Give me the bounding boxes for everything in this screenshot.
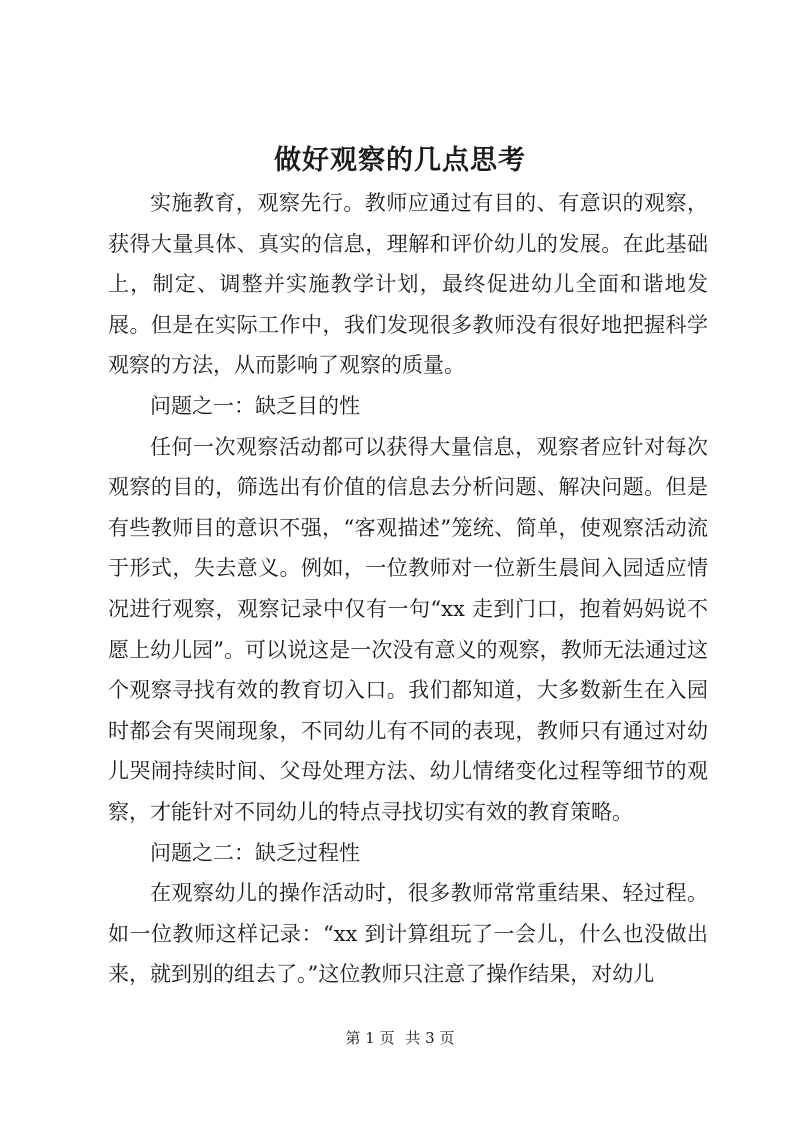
section-heading-2: 问题之二：缺乏过程性 [150, 840, 360, 865]
page-total: 共 3 页 [405, 1029, 455, 1047]
document-title: 做好观察的几点思考 [274, 145, 526, 176]
paragraph-section-1: 任何一次观察活动都可以获得大量信息，观察者应针对每次观察的目的，筛选出有价值的信息去分析问题、解决问题。但是有些教师目的意识不强，“客观描述”笼统、简单，使观察活动流于形式，失去意义。例如，一位教师对一位新生晨间入园适应情况进行观察，观察记录中仅有一句“xx 走到门口，抱着妈妈说不愿上幼儿园”。可以说这是一次没有意义的观察，教师无法通过这个观察寻找有效的教育切入口。我们都知道，大多数新生在入园时都会有哭闹现象，不同幼儿有不同的表现，教师只有通过对幼儿哭闹持续时间、父母处理方法、幼儿情绪变化过程等细节的观察，才能针对不同幼儿的特点寻找切实有效的教育策略。 [108, 434, 708, 824]
document-body [108, 183, 708, 995]
paragraph-intro: 实施教育，观察先行。教师应通过有目的、有意识的观察，获得大量具体、真实的信息，理解和评价幼儿的发展。在此基础上，制定、调整并实施教学计划，最终促进幼儿全面和谐地发展。但是在实际工作中，我们发现很多教师没有很好地把握科学观察的方法，从而影响了观察的质量。 [108, 191, 708, 378]
page-number: 第 1 页 [345, 1029, 395, 1047]
paragraph-section-2: 在观察幼儿的操作活动时，很多教师常常重结果、轻过程。如一位教师这样记录：“xx 到计算组玩了一会儿，什么也没做出来，就到别的组去了。”这位教师只注意了操作结果，对幼儿 [108, 881, 708, 987]
page-footer [0, 1028, 800, 1048]
section-heading-1: 问题之一：缺乏目的性 [150, 393, 360, 418]
